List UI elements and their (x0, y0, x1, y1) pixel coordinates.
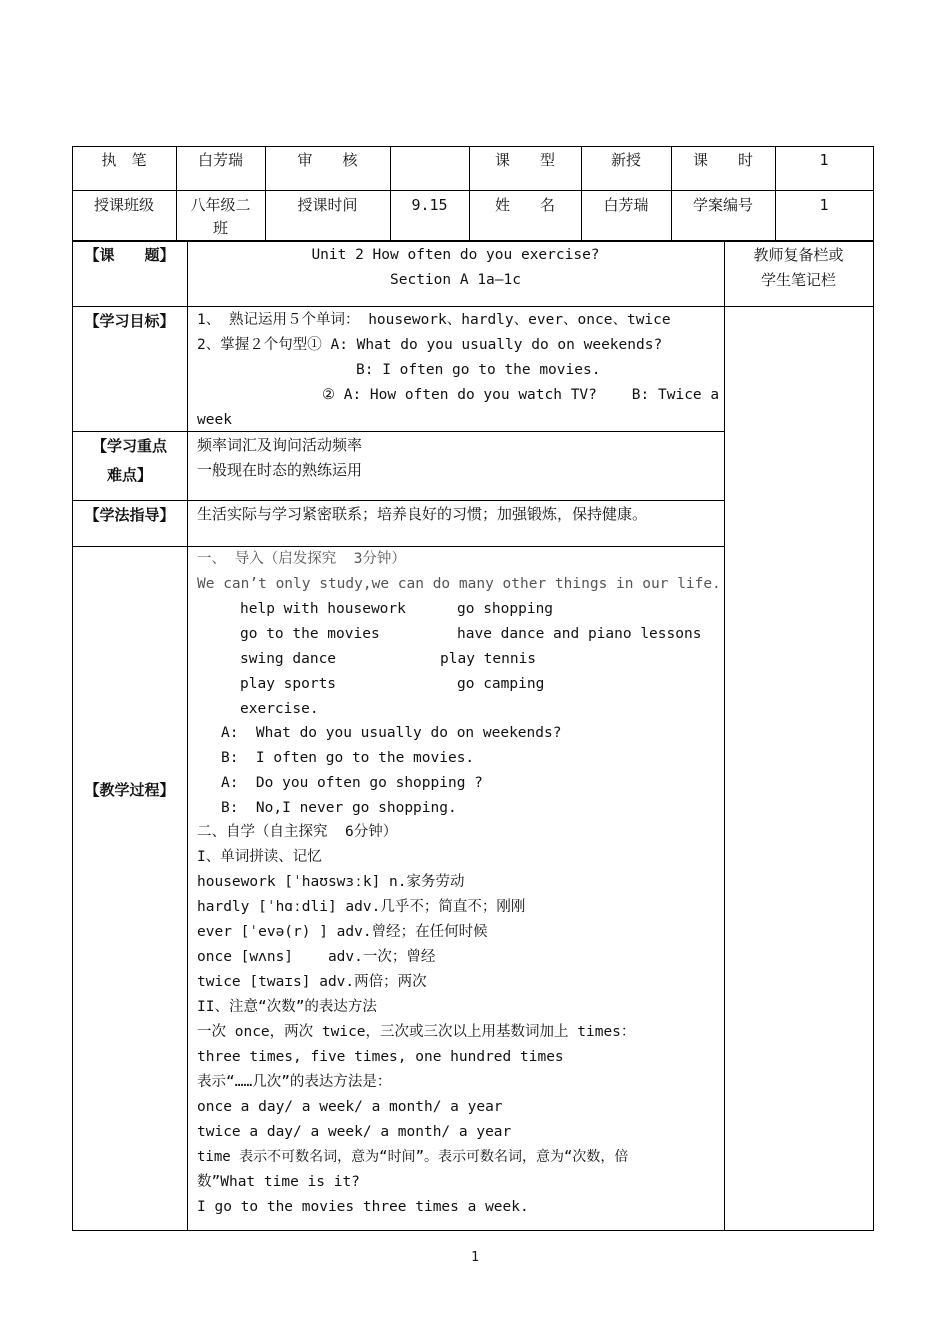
table-border-right (873, 146, 874, 1231)
process-line: have dance and piano lessons (457, 626, 702, 642)
period-label: 课 时 (692, 151, 753, 169)
author-label: 执 笔 (101, 151, 147, 169)
process-line: time 表示不可数名词，意为“时间”。表示可数名词，意为“次数，倍 (197, 1149, 629, 1165)
plan-no-value: 1 (819, 196, 829, 214)
process-line: once a day/ a week/ a month/ a year (197, 1099, 503, 1115)
process-line: 数”What time is it? (197, 1174, 360, 1190)
topic-title: Unit 2 How often do you exercise? (311, 247, 600, 263)
class-value-line2: 班 (212, 219, 228, 237)
method-text: 生活实际与学习紧密联系；培养良好的习惯；加强锻炼，保持健康。 (197, 505, 648, 523)
process-line: twice a day/ a week/ a month/ a year (197, 1124, 512, 1140)
goals-label: 【学习目标】 (84, 312, 175, 330)
process-line: I go to the movies three times a week. (197, 1199, 529, 1215)
table-border-top (72, 146, 874, 147)
row-divider (72, 431, 725, 432)
process-line: go camping (457, 676, 545, 692)
process-line: hardly [ˈhɑːdli] adv.几乎不；简直不；刚刚 (197, 899, 526, 915)
time-value: 9.15 (411, 196, 448, 214)
class-value-line1: 八年级二 (190, 196, 251, 214)
class-label: 授课班级 (93, 196, 154, 214)
process-line: B: I often go to the movies. (221, 750, 475, 766)
period-value: 1 (819, 151, 829, 169)
table-border-bottom (72, 1230, 874, 1231)
author-value: 白芳瑞 (197, 151, 243, 169)
process-line: 一次 once，两次 twice，三次或三次以上用基数词加上 times： (197, 1024, 636, 1040)
time-label: 授课时间 (297, 196, 358, 214)
process-line: go shopping (457, 601, 554, 617)
goal-line-3: B: I often go to the movies. (356, 362, 601, 378)
process-line: once [wʌns] adv.一次；曾经 (197, 949, 436, 965)
process-line: three times, five times, one hundred times (197, 1049, 564, 1065)
process-line: B: No,I never go shopping. (221, 800, 457, 816)
process-line: A: Do you often go shopping ? (221, 775, 483, 791)
name-label: 姓 名 (494, 196, 555, 214)
key-points-label-1: 【学习重点 (91, 437, 167, 455)
lesson-type-value: 新授 (610, 151, 641, 169)
method-label: 【学法指导】 (84, 506, 175, 524)
label-col-divider (187, 241, 188, 1231)
goal-line-2: 2、掌握２个句型① A: What do you usually do on weekends? (197, 337, 663, 353)
process-label: 【教学过程】 (84, 781, 175, 799)
process-line: exercise. (240, 701, 319, 717)
process-line: 表示“……几次”的表达方法是： (197, 1074, 392, 1090)
row-divider (72, 306, 874, 307)
notes-column-title-2: 学生笔记栏 (760, 271, 836, 289)
process-line: twice [twaɪs] adv.两倍；两次 (197, 974, 427, 990)
row-divider (72, 500, 725, 501)
process-line: play sports (240, 676, 337, 692)
goal-line-4: ② A: How often do you watch TV? B: Twice a (322, 387, 720, 403)
process-line: swing dance (240, 651, 337, 667)
process-line: 一、 导入（启发探究 3分钟） (197, 551, 406, 567)
row-divider (72, 190, 874, 191)
key-point-2: 一般现在时态的熟练运用 (197, 461, 363, 479)
process-line: A: What do you usually do on weekends? (221, 725, 562, 741)
process-line: 二、自学（自主探究 6分钟） (197, 824, 398, 840)
name-value: 白芳瑞 (603, 196, 649, 214)
process-line: I、单词拼读、记忆 (197, 849, 322, 865)
row-divider (72, 240, 874, 242)
process-line: housework [ˈhaʊswɜːk] n.家务劳动 (197, 874, 465, 890)
key-point-1: 频率词汇及询问活动频率 (197, 436, 363, 454)
process-line: II、注意“次数”的表达方法 (197, 999, 377, 1015)
goal-line-5: week (197, 412, 232, 428)
plan-no-label: 学案编号 (692, 196, 753, 214)
process-line: go to the movies (240, 626, 380, 642)
lesson-type-label: 课 型 (494, 151, 555, 169)
notes-col-divider (724, 241, 725, 1231)
process-line: play tennis (440, 651, 537, 667)
topic-subtitle: Section A 1a—1c (390, 272, 521, 288)
process-line: help with housework (240, 601, 406, 617)
process-line: ever [ˈevə(r) ] adv.曾经；在任何时候 (197, 924, 488, 940)
key-points-label-2: 难点】 (106, 466, 152, 484)
notes-column-title-1: 教师复备栏或 (753, 246, 844, 264)
page-number: 1 (471, 1250, 479, 1265)
goal-line-1: 1、 熟记运用５个单词： housework、hardly、ever、once、twice (197, 312, 671, 328)
topic-label: 【课 题】 (84, 246, 175, 264)
process-line: We can’t only study,we can do many other things in our life. (197, 576, 721, 592)
review-label: 审 核 (297, 151, 358, 169)
